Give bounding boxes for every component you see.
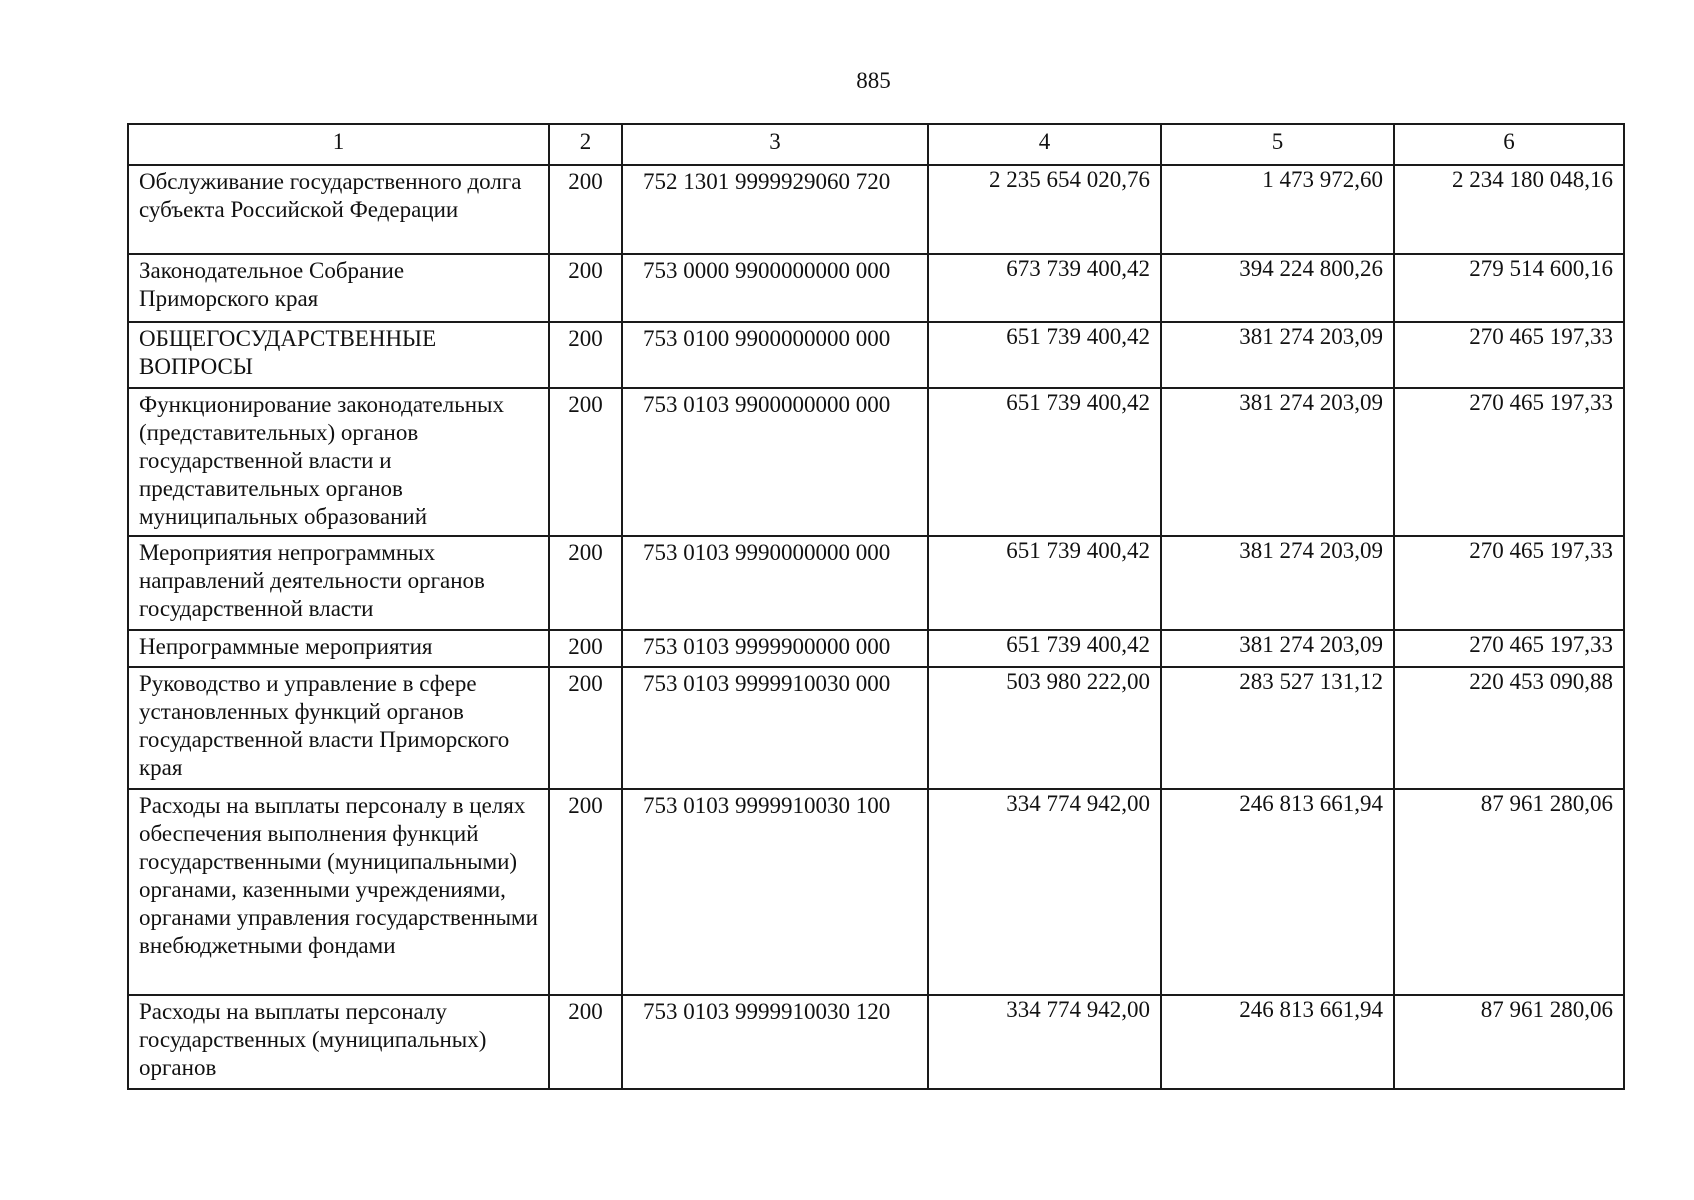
budget-code-cell: 752 1301 9999929060 720 xyxy=(622,165,928,254)
amount-column-6-cell: 270 465 197,33 xyxy=(1394,536,1624,630)
amount-column-5-cell: 381 274 203,09 xyxy=(1161,388,1394,536)
amount-column-6-cell: 2 234 180 048,16 xyxy=(1394,165,1624,254)
amount-column-5-cell: 381 274 203,09 xyxy=(1161,630,1394,667)
header-row xyxy=(128,124,1624,165)
table-header xyxy=(128,124,1624,165)
amount-column-4-cell: 651 739 400,42 xyxy=(928,630,1161,667)
amount-column-6-cell: 270 465 197,33 xyxy=(1394,388,1624,536)
budget-code-cell: 753 0000 9900000000 000 xyxy=(622,254,928,322)
amount-column-6-cell: 87 961 280,06 xyxy=(1394,995,1624,1089)
budget-code-cell: 753 0103 9999900000 000 xyxy=(622,630,928,667)
amount-column-5-cell: 246 813 661,94 xyxy=(1161,995,1394,1089)
row-name-cell: Обслуживание государственного долга субъекта Российской Федерации xyxy=(128,165,549,254)
table-row xyxy=(128,995,1624,1089)
column-header-5: 5 xyxy=(1161,124,1394,165)
code-column-2-cell: 200 xyxy=(549,630,622,667)
row-name-cell: Мероприятия непрограммных направлений деятельности органов государственной власти xyxy=(128,536,549,630)
column-header-4: 4 xyxy=(928,124,1161,165)
amount-column-4-cell: 503 980 222,00 xyxy=(928,667,1161,789)
table-row xyxy=(128,165,1624,254)
table-row xyxy=(128,630,1624,667)
budget-code-cell: 753 0103 9999910030 100 xyxy=(622,789,928,995)
table-row xyxy=(128,789,1624,995)
page-number: 885 xyxy=(856,68,891,93)
amount-column-5-cell: 1 473 972,60 xyxy=(1161,165,1394,254)
row-name-cell: Расходы на выплаты персоналу государственных (муниципальных) органов xyxy=(128,995,549,1089)
budget-code-cell: 753 0103 9990000000 000 xyxy=(622,536,928,630)
code-column-2-cell: 200 xyxy=(549,322,622,388)
column-header-2: 2 xyxy=(549,124,622,165)
budget-code-cell: 753 0100 9900000000 000 xyxy=(622,322,928,388)
row-name-cell: Законодательное Собрание Приморского края xyxy=(128,254,549,322)
amount-column-4-cell: 334 774 942,00 xyxy=(928,995,1161,1089)
code-column-2-cell: 200 xyxy=(549,667,622,789)
code-column-2-cell: 200 xyxy=(549,789,622,995)
amount-column-6-cell: 279 514 600,16 xyxy=(1394,254,1624,322)
budget-table xyxy=(127,123,1625,1090)
amount-column-4-cell: 2 235 654 020,76 xyxy=(928,165,1161,254)
amount-column-4-cell: 651 739 400,42 xyxy=(928,536,1161,630)
table-body xyxy=(128,165,1624,1089)
table-row xyxy=(128,536,1624,630)
amount-column-4-cell: 334 774 942,00 xyxy=(928,789,1161,995)
code-column-2-cell: 200 xyxy=(549,388,622,536)
budget-code-cell: 753 0103 9900000000 000 xyxy=(622,388,928,536)
column-header-6: 6 xyxy=(1394,124,1624,165)
amount-column-5-cell: 394 224 800,26 xyxy=(1161,254,1394,322)
amount-column-6-cell: 270 465 197,33 xyxy=(1394,630,1624,667)
column-header-1: 1 xyxy=(128,124,549,165)
budget-code-cell: 753 0103 9999910030 120 xyxy=(622,995,928,1089)
column-header-3: 3 xyxy=(622,124,928,165)
row-name-cell: Функционирование законодательных (представительных) органов государственной власти и представительных органов муниципальных образований xyxy=(128,388,549,536)
table-row xyxy=(128,254,1624,322)
amount-column-4-cell: 673 739 400,42 xyxy=(928,254,1161,322)
amount-column-5-cell: 246 813 661,94 xyxy=(1161,789,1394,995)
row-name-cell: ОБЩЕГОСУДАРСТВЕННЫЕ ВОПРОСЫ xyxy=(128,322,549,388)
amount-column-5-cell: 283 527 131,12 xyxy=(1161,667,1394,789)
table-row xyxy=(128,388,1624,536)
amount-column-6-cell: 87 961 280,06 xyxy=(1394,789,1624,995)
amount-column-6-cell: 220 453 090,88 xyxy=(1394,667,1624,789)
code-column-2-cell: 200 xyxy=(549,254,622,322)
table-row xyxy=(128,667,1624,789)
budget-code-cell: 753 0103 9999910030 000 xyxy=(622,667,928,789)
amount-column-6-cell: 270 465 197,33 xyxy=(1394,322,1624,388)
code-column-2-cell: 200 xyxy=(549,536,622,630)
amount-column-4-cell: 651 739 400,42 xyxy=(928,388,1161,536)
row-name-cell: Руководство и управление в сфере установленных функций органов государственной власти Приморского края xyxy=(128,667,549,789)
row-name-cell: Расходы на выплаты персоналу в целях обеспечения выполнения функций государственными (муниципальными) органами, казенными учреждениями, органами управления государственными внебюджетными фондами xyxy=(128,789,549,995)
code-column-2-cell: 200 xyxy=(549,165,622,254)
amount-column-4-cell: 651 739 400,42 xyxy=(928,322,1161,388)
amount-column-5-cell: 381 274 203,09 xyxy=(1161,536,1394,630)
row-name-cell: Непрограммные мероприятия xyxy=(128,630,549,667)
amount-column-5-cell: 381 274 203,09 xyxy=(1161,322,1394,388)
table-row xyxy=(128,322,1624,388)
code-column-2-cell: 200 xyxy=(549,995,622,1089)
